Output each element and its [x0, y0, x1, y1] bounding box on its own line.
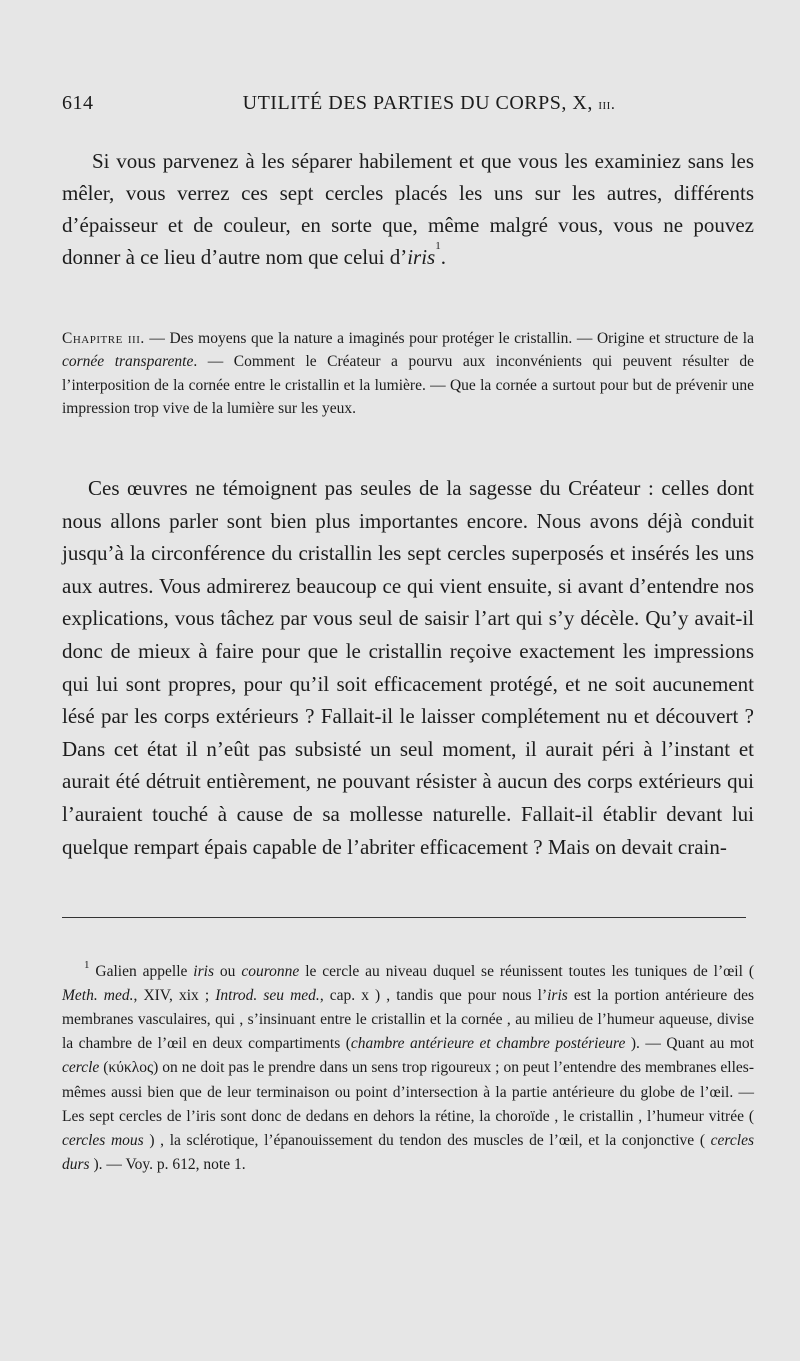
- page-number: 614: [62, 92, 94, 114]
- footnote-italic: Introd. seu med.: [215, 986, 320, 1004]
- footnote-text: , XIV, xix ;: [133, 986, 216, 1004]
- intro-text: Si vous parvenez à les séparer habilement et que vous les examiniez sans les mêler, vous verrez ces sept cercles placés les uns sur les autres, différents d’épaisseur et de couleur, en sorte que, même malgré vous, vous ne pouvez donner à ce lieu d’autre nom que celui d’: [62, 149, 754, 269]
- footnote-mark: 1: [84, 958, 90, 971]
- footnote-reference: 1: [435, 240, 441, 252]
- body-paragraph: Ces œuvres ne témoignent pas seules de la sagesse du Créateur : celles dont nous allons parler sont bien plus importantes encore. Nous avons déjà conduit jusqu’à la circonférence du cristallin les sept cercles superposés et insérés les uns aux autres. Vous admirerez beaucoup ce qui vient ensuite, si avant d’entendre nos explications, vous tâchez par vous seul de saisir l’art qui s’y décèle. Qu’y avait-il donc de mieux à faire pour que le cristallin reçoive exactement les impressions qui lui sont propres, pour qu’il soit efficacement protégé, et ne soit aucunement lésé par les corps extérieurs ? Fallait-il le laisser complétement nu et découvert ? Dans cet état il n’eût pas subsisté un seul moment, il aurait péri à l’instant et aurait été détruit entièrement, ne pouvant résister à aucun des corps extérieurs qui l’auraient touché à cause de sa mollesse naturelle. Fallait-il établir devant lui quelque rempart épais capable de l’abriter efficacement ? Mais on devait crain-: [62, 476, 754, 859]
- footnote-italic: iris: [547, 986, 568, 1004]
- footnote-italic: iris: [193, 962, 214, 980]
- footnote-text: est la portion antérieure des membranes vasculaires, qui , s’insinuant entre le cristallin et la cornée , au milieu de l’humeur aqueuse, divise la chambre de l’œil en deux compartiments (: [62, 986, 754, 1053]
- footnote-text: ). — Voy. p. 612, note 1.: [89, 1156, 246, 1174]
- footnote-italic: cercles mous: [62, 1131, 144, 1149]
- summary-term: cornée transparente: [62, 353, 194, 370]
- running-head: [62, 92, 756, 122]
- footnote-rule: [62, 917, 746, 918]
- running-title-chapter: iii.: [598, 96, 616, 113]
- intro-end: .: [440, 245, 446, 269]
- footnote-text: ). — Quant au mot: [625, 1035, 754, 1053]
- intro-paragraph: [62, 145, 754, 273]
- footnote-text: ou: [213, 962, 242, 980]
- chapter-label: Chapitre iii.: [62, 329, 145, 347]
- footnote-italic: couronne: [241, 962, 300, 980]
- footnote-text: le cercle au niveau duquel se réunissent toutes les tuniques de l’œil (: [299, 962, 754, 980]
- footnote-italic: chambre antérieure et chambre postérieure: [350, 1035, 626, 1053]
- footnote-text: , cap. x ) , tandis que pour nous l’: [319, 986, 548, 1004]
- footnote-italic: cercles durs: [62, 1131, 754, 1174]
- footnote-italic: Meth. med.: [62, 986, 134, 1004]
- footnote: [62, 960, 754, 1178]
- footnote-text: Galien appelle: [89, 962, 194, 980]
- footnote-text: (κύκλος) on ne doit pas le prendre dans un sens trop rigoureux ; on peut l’entendre des membranes elles-mêmes aussi bien que de leur terminaison ou point d’intersection à la partie antérieure du globe de l’œil. — Les sept cercles de l’iris sont donc de dedans en dehors la rétine, la choroïde , le cristallin , l’humeur vitrée (: [62, 1059, 754, 1125]
- chapter-summary: [62, 327, 754, 421]
- footnote-italic: cercle: [62, 1059, 100, 1077]
- footnote-text: ) , la sclérotique, l’épanouissement du tendon des muscles de l’œil, et la conjonctive (: [143, 1131, 711, 1149]
- summary-text-2: . — Comment le Créateur a pourvu aux inconvénients qui peuvent résulter de l’interposition de la cornée entre le cristallin et la lumière. — Que la cornée a surtout pour but de prévenir une impression trop vive de la lumière sur les yeux.: [62, 353, 754, 417]
- intro-term: iris: [407, 245, 436, 269]
- running-title: [62, 92, 756, 115]
- summary-text-1: — Des moyens que la nature a imaginés pour protéger le cristallin. — Origine et structure de la: [144, 329, 754, 347]
- running-title-text: UTILITÉ DES PARTIES DU CORPS, X,: [242, 92, 599, 114]
